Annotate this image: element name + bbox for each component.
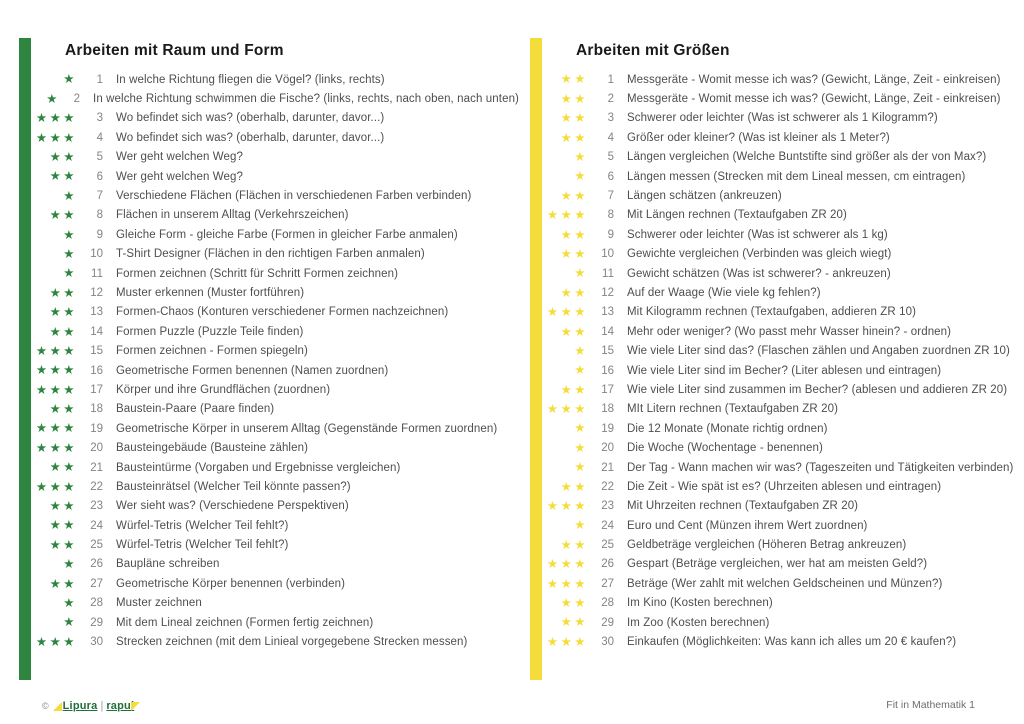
list-item: [19, 477, 519, 496]
exercise-list-right: [530, 70, 1024, 652]
difficulty-stars: ★: [574, 460, 588, 475]
list-item: [530, 516, 1024, 535]
difficulty-stars: ★★★: [35, 130, 77, 145]
list-item: [19, 419, 519, 438]
item-label: Geometrische Körper benennen (verbinden): [116, 577, 346, 590]
logo-triangle-icon: [53, 702, 62, 711]
yellow-accent-bar: [530, 38, 542, 680]
item-number: 16: [90, 364, 103, 377]
item-label: Schwerer oder leichter (Was ist schwerer als 1 Kilogramm?): [627, 112, 938, 125]
item-number: 22: [601, 480, 614, 493]
list-item: [19, 574, 519, 593]
item-number: 24: [601, 519, 614, 532]
item-number: 21: [90, 461, 103, 474]
item-number: 27: [601, 577, 614, 590]
item-label: Körper und ihre Grundflächen (zuordnen): [116, 383, 331, 396]
item-number: 12: [90, 286, 103, 299]
list-item: [19, 167, 519, 186]
item-number: 17: [601, 383, 614, 396]
difficulty-stars: ★★: [49, 518, 77, 533]
difficulty-stars: ★★: [49, 537, 77, 552]
exercise-list-left: [19, 70, 519, 652]
difficulty-stars: ★★: [560, 72, 588, 87]
item-number: 19: [601, 422, 614, 435]
item-number: 7: [96, 190, 103, 203]
item-label: Wie viele Liter sind im Becher? (Liter ablesen und eintragen): [627, 364, 942, 377]
list-item: [530, 341, 1024, 360]
item-number: 2: [607, 93, 614, 106]
item-number: 11: [602, 267, 614, 280]
item-number: 14: [601, 325, 614, 338]
item-label: Messgeräte - Womit messe ich was? (Gewicht, Länge, Zeit - einkreisen): [627, 73, 1001, 86]
difficulty-stars: ★★: [49, 208, 77, 223]
list-item: [19, 458, 519, 477]
item-number: 4: [607, 131, 614, 144]
item-label: Baustein-Paare (Paare finden): [116, 403, 275, 416]
difficulty-stars: ★★: [49, 402, 77, 417]
item-label: Würfel-Tetris (Welcher Teil fehlt?): [116, 539, 289, 552]
list-item: [530, 594, 1024, 613]
list-item: [19, 632, 519, 651]
list-item: [530, 245, 1024, 264]
item-number: 18: [90, 403, 103, 416]
item-label: Gespart (Beträge vergleichen, wer hat am meisten Geld?): [627, 558, 928, 571]
item-label: Der Tag - Wann machen wir was? (Tageszeiten und Tätigkeiten verbinden): [627, 461, 1014, 474]
difficulty-stars: ★★★: [546, 499, 588, 514]
item-label: In welche Richtung schwimmen die Fische? (links, rechts, nach oben, nach unten): [93, 93, 519, 106]
list-item: [19, 555, 519, 574]
difficulty-stars: ★: [574, 363, 588, 378]
item-label: Wer geht welchen Weg?: [116, 170, 243, 183]
difficulty-stars: ★★★: [35, 421, 77, 436]
list-item: [530, 380, 1024, 399]
list-item: [19, 283, 519, 302]
difficulty-stars: ★★★: [546, 402, 588, 417]
list-item: [19, 535, 519, 554]
difficulty-stars: ★★: [560, 479, 588, 494]
difficulty-stars: ★★: [49, 499, 77, 514]
item-label: Würfel-Tetris (Welcher Teil fehlt?): [116, 519, 289, 532]
list-item: [530, 322, 1024, 341]
difficulty-stars: ★: [574, 150, 588, 164]
item-number: 21: [601, 461, 614, 474]
item-number: 26: [601, 558, 614, 571]
item-label: Flächen in unserem Alltag (Verkehrszeichen): [116, 209, 349, 222]
difficulty-stars: ★: [574, 343, 588, 358]
list-item: [19, 264, 519, 283]
difficulty-stars: ★★★: [35, 479, 77, 494]
list-item: [530, 361, 1024, 380]
item-label: Bausteinrätsel (Welcher Teil könnte passen?): [116, 480, 351, 493]
list-item: [19, 594, 519, 613]
list-item: [19, 128, 519, 147]
item-number: 24: [90, 519, 103, 532]
item-number: 30: [90, 636, 103, 649]
item-label: Wer geht welchen Weg?: [116, 151, 243, 164]
item-label: Wie viele Liter sind zusammen im Becher? (ablesen und addieren ZR 20): [627, 383, 1008, 396]
item-label: Verschiedene Flächen (Flächen in verschiedenen Farben verbinden): [116, 190, 472, 203]
list-item: [530, 419, 1024, 438]
difficulty-stars: ★★: [560, 130, 588, 145]
list-item: [19, 148, 519, 167]
item-number: 11: [91, 267, 103, 280]
item-number: 25: [90, 539, 103, 552]
item-number: 4: [96, 131, 103, 144]
item-label: Die Woche (Wochentage - benennen): [627, 442, 823, 455]
item-number: 9: [96, 228, 103, 241]
item-number: 8: [96, 209, 103, 222]
difficulty-stars: ★: [574, 421, 588, 436]
item-label: Wer sieht was? (Verschiedene Perspektiven): [116, 500, 349, 513]
column-title-left: Arbeiten mit Raum und Form: [65, 42, 284, 59]
item-label: Größer oder kleiner? (Was ist kleiner als 1 Meter?): [627, 131, 890, 144]
difficulty-stars: ★: [63, 72, 77, 87]
list-item: [19, 341, 519, 360]
item-label: Geometrische Formen benennen (Namen zuordnen): [116, 364, 389, 377]
list-item: [530, 613, 1024, 632]
difficulty-stars: ★: [63, 557, 77, 572]
difficulty-stars: ★: [63, 188, 77, 203]
item-number: 29: [601, 616, 614, 629]
item-label: Gewichte vergleichen (Verbinden was gleich wiegt): [627, 248, 892, 261]
difficulty-stars: ★: [63, 246, 77, 261]
item-number: 23: [601, 500, 614, 513]
item-label: Im Kino (Kosten berechnen): [627, 597, 773, 610]
difficulty-stars: ★: [63, 266, 77, 281]
item-label: Formen Puzzle (Puzzle Teile finden): [116, 325, 304, 338]
item-number: 16: [601, 364, 614, 377]
difficulty-stars: ★★: [560, 91, 588, 106]
list-item: [530, 497, 1024, 516]
list-item: [530, 89, 1024, 108]
difficulty-stars: ★: [63, 595, 77, 610]
difficulty-stars: ★★: [560, 285, 588, 300]
item-label: Gleiche Form - gleiche Farbe (Formen in gleicher Farbe anmalen): [116, 228, 458, 241]
item-number: 20: [601, 442, 614, 455]
item-number: 28: [601, 597, 614, 610]
difficulty-stars: ★★: [49, 169, 77, 184]
item-label: Wie viele Liter sind das? (Flaschen zählen und Angaben zuordnen ZR 10): [627, 345, 1010, 358]
item-label: Wo befindet sich was? (oberhalb, darunter, davor...): [116, 112, 385, 125]
difficulty-stars: ★★★: [35, 111, 77, 126]
item-number: 10: [601, 248, 614, 261]
item-label: Muster zeichnen: [116, 597, 202, 610]
item-number: 15: [601, 345, 614, 358]
difficulty-stars: ★★: [560, 615, 588, 630]
item-label: Formen zeichnen (Schritt für Schritt Formen zeichnen): [116, 267, 399, 280]
list-item: [19, 613, 519, 632]
item-number: 23: [90, 500, 103, 513]
item-number: 13: [90, 306, 103, 319]
list-item: [530, 283, 1024, 302]
item-label: Mit Längen rechnen (Textaufgaben ZR 20): [627, 209, 847, 222]
publisher-logo: [42, 699, 140, 713]
difficulty-stars: ★★★: [35, 343, 77, 358]
list-item: [530, 225, 1024, 244]
item-number: 20: [90, 442, 103, 455]
list-item: [530, 632, 1024, 651]
difficulty-stars: ★★: [560, 382, 588, 397]
list-item: [530, 574, 1024, 593]
list-item: [530, 128, 1024, 147]
list-item: [530, 535, 1024, 554]
difficulty-stars: ★: [574, 518, 588, 533]
difficulty-stars: ★★★: [35, 382, 77, 397]
item-number: 13: [601, 306, 614, 319]
item-label: Bausteintürme (Vorgaben und Ergebnisse vergleichen): [116, 461, 401, 474]
list-item: [530, 70, 1024, 89]
item-number: 2: [73, 93, 81, 106]
item-number: 1: [607, 73, 614, 86]
difficulty-stars: ★: [63, 227, 77, 242]
item-number: 25: [601, 539, 614, 552]
difficulty-stars: ★★: [49, 150, 77, 164]
column-groessen: [530, 38, 1024, 652]
list-item: [19, 70, 519, 89]
item-label: Formen zeichnen - Formen spiegeln): [116, 345, 308, 358]
item-number: 15: [90, 345, 103, 358]
list-item: [19, 438, 519, 457]
item-label: Formen-Chaos (Konturen verschiedener Formen nachzeichnen): [116, 306, 449, 319]
list-item: [19, 186, 519, 205]
item-label: Beträge (Wer zahlt mit welchen Geldscheinen und Münzen?): [627, 577, 943, 590]
list-item: [19, 303, 519, 322]
difficulty-stars: ★★: [560, 246, 588, 261]
item-number: 27: [90, 577, 103, 590]
difficulty-stars: ★★★: [546, 634, 588, 649]
difficulty-stars: ★★: [560, 324, 588, 339]
brand-name-right: rapul: [106, 700, 135, 712]
item-number: 29: [90, 616, 103, 629]
item-label: Längen vergleichen (Welche Buntstifte sind größer als der von Max?): [627, 151, 987, 164]
list-item: [530, 477, 1024, 496]
item-label: Baupläne schreiben: [116, 558, 220, 571]
item-label: Längen messen (Strecken mit dem Lineal messen, cm eintragen): [627, 170, 966, 183]
difficulty-stars: ★★: [49, 324, 77, 339]
difficulty-stars: ★★★: [35, 634, 77, 649]
difficulty-stars: ★★: [560, 188, 588, 203]
item-label: Messgeräte - Womit messe ich was? (Gewicht, Länge, Zeit - einkreisen): [627, 93, 1001, 106]
item-label: Mit dem Lineal zeichnen (Formen fertig zeichnen): [116, 616, 374, 629]
item-label: Strecken zeichnen (mit dem Linieal vorgegebene Strecken messen): [116, 636, 468, 649]
list-item: [19, 380, 519, 399]
item-label: Die Zeit - Wie spät ist es? (Uhrzeiten ablesen und eintragen): [627, 480, 942, 493]
item-number: 5: [607, 151, 614, 164]
difficulty-stars: ★★: [560, 227, 588, 242]
column-title-right: Arbeiten mit Größen: [576, 42, 730, 59]
item-number: 10: [90, 248, 103, 261]
list-item: [19, 400, 519, 419]
item-number: 18: [601, 403, 614, 416]
item-number: 6: [96, 170, 103, 183]
item-number: 9: [607, 228, 614, 241]
copyright-symbol: ©: [42, 701, 49, 711]
item-label: Mit Uhrzeiten rechnen (Textaufgaben ZR 20): [627, 500, 859, 513]
difficulty-stars: ★★: [560, 595, 588, 610]
item-number: 7: [607, 190, 614, 203]
difficulty-stars: ★★★: [546, 305, 588, 320]
difficulty-stars: ★★: [49, 460, 77, 475]
list-item: [530, 186, 1024, 205]
item-label: Euro und Cent (Münzen ihrem Wert zuordnen): [627, 519, 868, 532]
item-number: 14: [90, 325, 103, 338]
list-item: [19, 206, 519, 225]
item-label: Bausteingebäude (Bausteine zählen): [116, 442, 309, 455]
difficulty-stars: ★★: [49, 576, 77, 591]
item-number: 19: [90, 422, 103, 435]
brand-name-left: Lipura: [62, 700, 98, 712]
item-label: Auf der Waage (Wie viele kg fehlen?): [627, 286, 821, 299]
green-accent-bar: [19, 38, 31, 680]
item-label: Die 12 Monate (Monate richtig ordnen): [627, 422, 828, 435]
difficulty-stars: ★★★: [546, 208, 588, 223]
list-item: [19, 245, 519, 264]
difficulty-stars: ★★: [560, 537, 588, 552]
item-label: In welche Richtung fliegen die Vögel? (links, rechts): [116, 73, 385, 86]
item-number: 1: [96, 73, 103, 86]
list-item: [530, 206, 1024, 225]
list-item: [19, 225, 519, 244]
list-item: [19, 322, 519, 341]
item-number: 8: [607, 209, 614, 222]
difficulty-stars: ★★: [49, 285, 77, 300]
difficulty-stars: ★★★: [546, 576, 588, 591]
list-item: [530, 458, 1024, 477]
list-item: [530, 264, 1024, 283]
list-item: [530, 109, 1024, 128]
list-item: [19, 361, 519, 380]
item-label: Längen schätzen (ankreuzen): [627, 190, 782, 203]
logo-divider: |: [100, 700, 104, 712]
difficulty-stars: ★: [574, 169, 588, 184]
difficulty-stars: ★★: [49, 305, 77, 320]
list-item: [530, 400, 1024, 419]
item-label: MIt Litern rechnen (Textaufgaben ZR 20): [627, 403, 839, 416]
item-label: Geldbeträge vergleichen (Höheren Betrag ankreuzen): [627, 539, 907, 552]
item-number: 3: [96, 112, 103, 125]
item-number: 5: [96, 151, 103, 164]
item-number: 30: [601, 636, 614, 649]
list-item: [19, 109, 519, 128]
item-number: 28: [90, 597, 103, 610]
difficulty-stars: ★★★: [546, 557, 588, 572]
item-label: Einkaufen (Möglichkeiten: Was kann ich alles um 20 € kaufen?): [627, 636, 957, 649]
item-label: Wo befindet sich was? (oberhalb, darunter, davor...): [116, 131, 385, 144]
item-number: 6: [607, 170, 614, 183]
difficulty-stars: ★: [574, 440, 588, 455]
item-number: 22: [90, 480, 103, 493]
difficulty-stars: ★★★: [35, 363, 77, 378]
list-item: [530, 303, 1024, 322]
list-item: [530, 167, 1024, 186]
item-number: 26: [90, 558, 103, 571]
difficulty-stars: ★: [63, 615, 77, 630]
item-number: 17: [90, 383, 103, 396]
item-number: 3: [607, 112, 614, 125]
item-label: Muster erkennen (Muster fortführen): [116, 286, 305, 299]
item-label: T-Shirt Designer (Flächen in den richtigen Farben anmalen): [116, 248, 425, 261]
difficulty-stars: ★: [574, 266, 588, 281]
item-number: 12: [601, 286, 614, 299]
list-item: [530, 555, 1024, 574]
book-title: Fit in Mathematik 1: [886, 699, 975, 711]
list-item: [19, 497, 519, 516]
difficulty-stars: ★★★: [35, 440, 77, 455]
difficulty-stars: ★: [46, 91, 60, 106]
item-label: Geometrische Körper in unserem Alltag (Gegenstände Formen zuordnen): [116, 422, 498, 435]
item-label: Mit Kilogramm rechnen (Textaufgaben, addieren ZR 10): [627, 306, 917, 319]
logo-triangle-icon: [131, 702, 140, 711]
list-item: [530, 148, 1024, 167]
column-raum-und-form: [19, 38, 519, 652]
list-item: [530, 438, 1024, 457]
item-label: Gewicht schätzen (Was ist schwerer? - ankreuzen): [627, 267, 891, 280]
list-item: [19, 516, 519, 535]
difficulty-stars: ★★: [560, 111, 588, 126]
list-item: [19, 89, 519, 108]
item-label: Im Zoo (Kosten berechnen): [627, 616, 770, 629]
item-label: Mehr oder weniger? (Wo passt mehr Wasser hinein? - ordnen): [627, 325, 952, 338]
item-label: Schwerer oder leichter (Was ist schwerer als 1 kg): [627, 228, 888, 241]
